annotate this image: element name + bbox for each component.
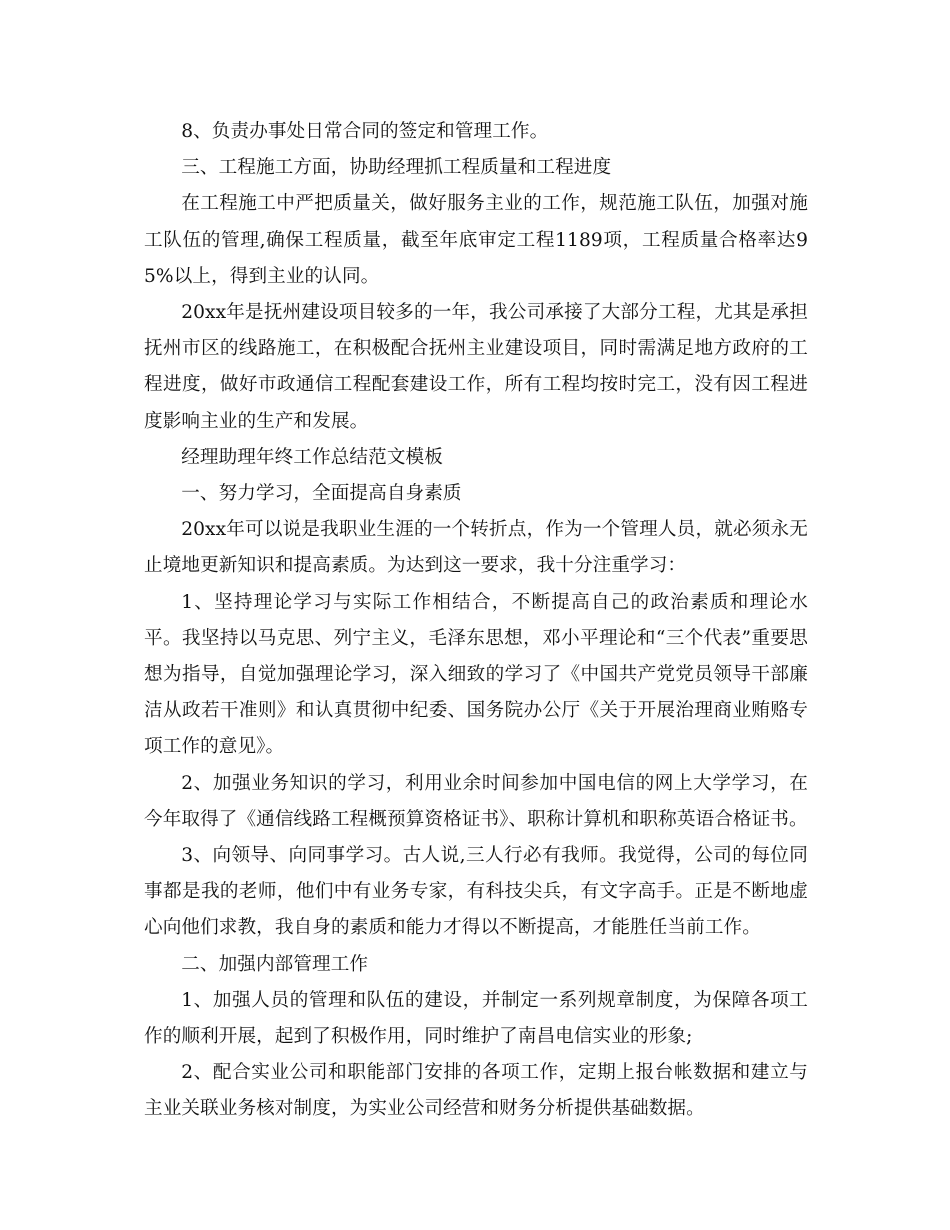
paragraph-staff-management: 1、加强人员的管理和队伍的建设，并制定一系列规章制度，为保障各项工作的顺利开展，起到了积极作用，同时维护了南昌电信实业的形象; xyxy=(144,989,808,1048)
document-subtitle: 经理助理年终工作总结范文模板 xyxy=(181,446,443,468)
section-heading-construction: 三、工程施工方面，协助经理抓工程质量和工程进度 xyxy=(181,157,612,179)
document-body xyxy=(144,114,808,1128)
paragraph-quality-control: 在工程施工中严把质量关，做好服务主业的工作，规范施工队伍，加强对施工队伍的管理,确保工程质量，截至年底审定工程1189项，工程质量合格率达95%以上，得到主业的认同。 xyxy=(144,193,808,287)
paragraph-learn-from-colleagues: 3、向领导、向同事学习。古人说,三人行必有我师。我觉得，公司的每位同事都是我的老师，他们中有业务专家，有科技尖兵，有文字高手。正是不断地虚心向他们求教，我自身的素质和能力才得以不断提高，才能胜任当前工作。 xyxy=(144,845,808,939)
paragraph-career-turning-point: 20xx年可以说是我职业生涯的一个转折点，作为一个管理人员，就必须永无止境地更新知识和提高素质。为达到这一要求，我十分注重学习： xyxy=(144,519,808,577)
paragraph-data-reporting: 2、配合实业公司和职能部门安排的各项工作，定期上报台帐数据和建立与主业关联业务核对制度，为实业公司经营和财务分析提供基础数据。 xyxy=(144,1062,808,1120)
paragraph-theory-study: 1、坚持理论学习与实际工作相结合，不断提高自己的政治素质和理论水平。我坚持以马克思、列宁主义，毛泽东思想，邓小平理论和“三个代表”重要思想为指导，自觉加强理论学习，深入细致的学习了《中国共产党党员领导干部廉洁从政若干准则》和认真贯彻中纪委、国务院办公厅《关于开展治理商业贿赂专项工作的意见》。 xyxy=(144,591,808,758)
paragraph-item-8: 8、负责办事处日常合同的签定和管理工作。 xyxy=(181,121,549,142)
paragraph-business-knowledge: 2、加强业务知识的学习，利用业余时间参加中国电信的网上大学学习，在今年取得了《通信线路工程概预算资格证书》、职称计算机和职称英语合格证书。 xyxy=(144,772,808,830)
section-heading-internal-management: 二、加强内部管理工作 xyxy=(181,953,369,975)
section-heading-study: 一、努力学习，全面提高自身素质 xyxy=(181,483,462,505)
paragraph-fuzhou-projects: 20xx年是抚州建设项目较多的一年，我公司承接了大部分工程，尤其是承担抚州市区的线路施工，在积极配合抚州主业建设项目，同时需满足地方政府的工程进度，做好市政通信工程配套建设工作，所有工程均按时完工，没有因工程进度影响主业的生产和发展。 xyxy=(144,302,808,432)
